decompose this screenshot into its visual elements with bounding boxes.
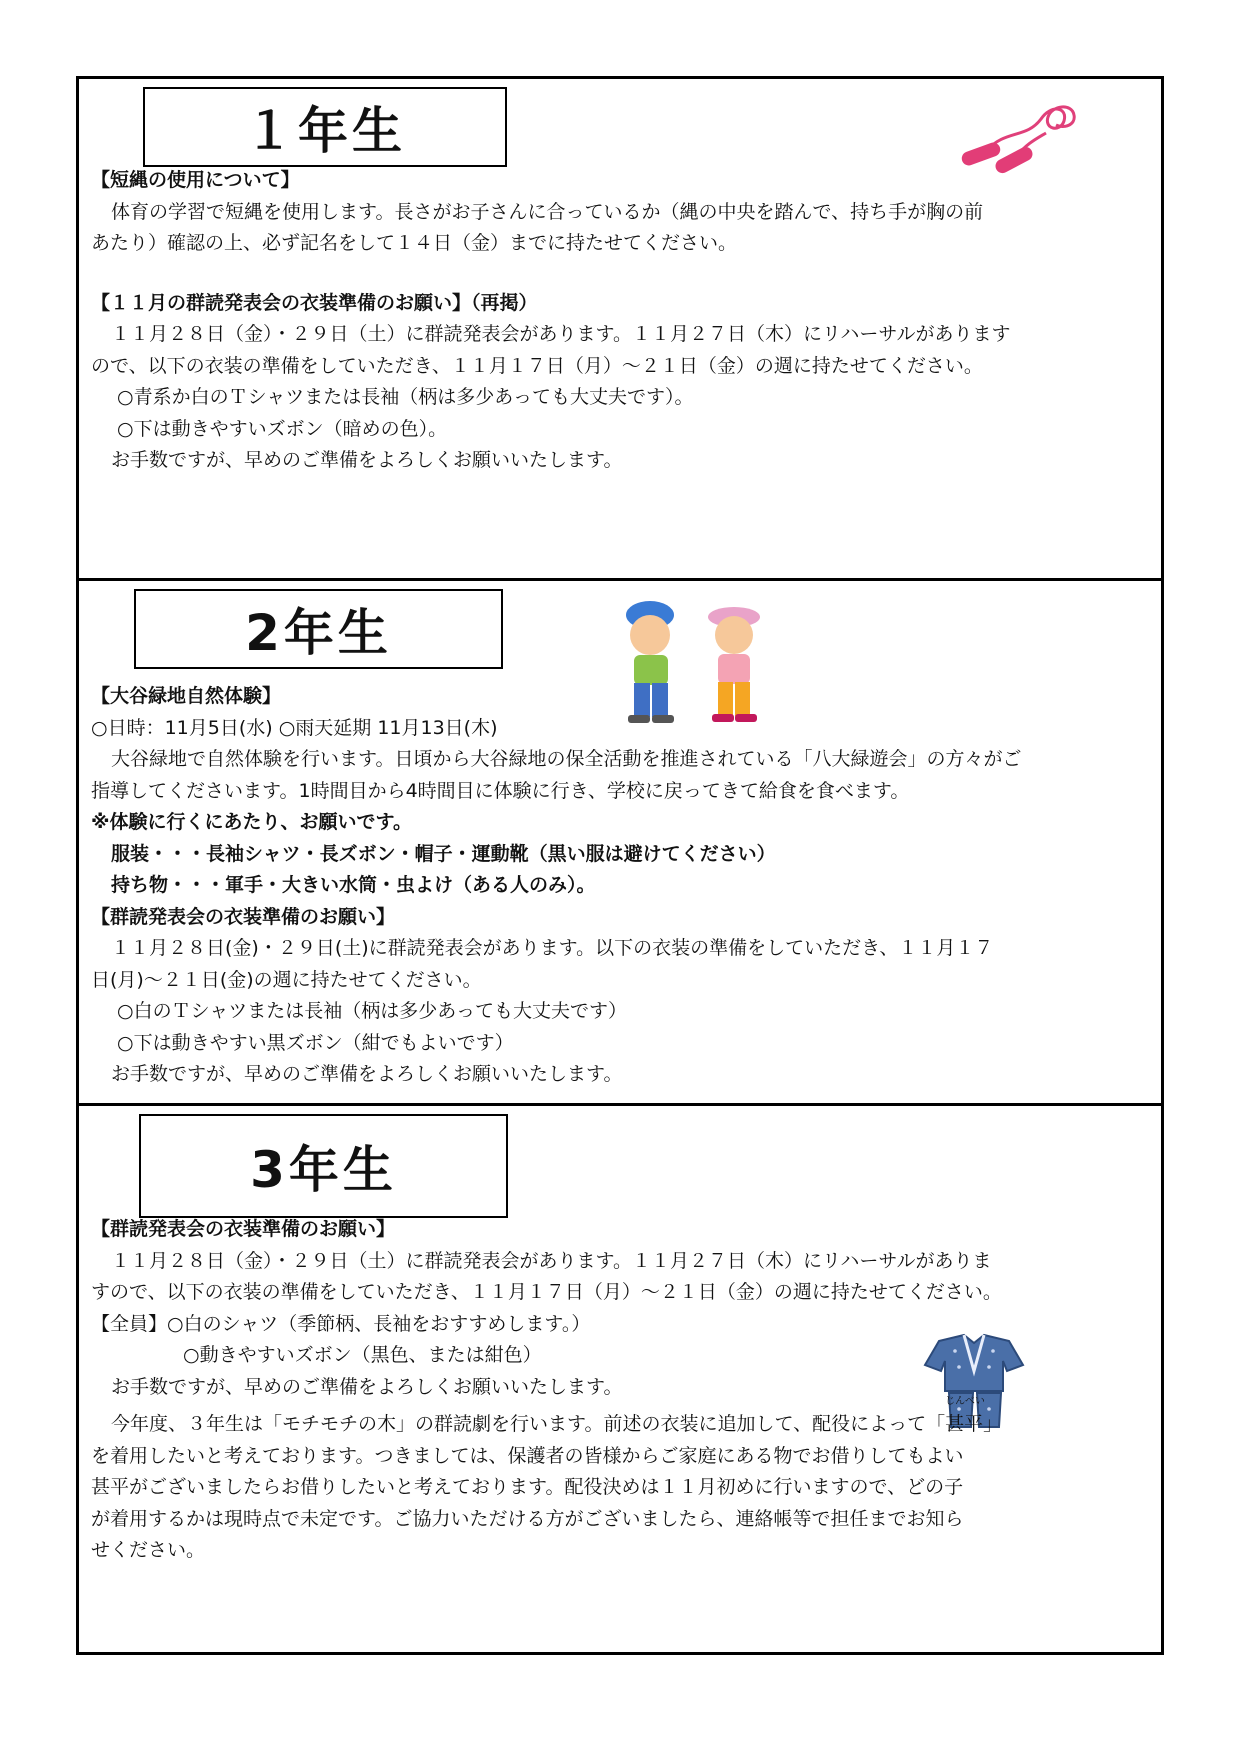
list-item: ○青系か白のＴシャツまたは長袖（柄は多少あっても大丈夫です）。	[117, 386, 694, 408]
paragraph-line: １１月２８日(金)・２９日(土)に群読発表会があります。以下の衣装の準備をしていただき、１１月１７	[111, 937, 994, 959]
paragraph-text: 」	[983, 1413, 1003, 1435]
paragraph-line: 指導してくださいます。1時間目から4時間目に体験に行き、学校に戻ってきて給食を食べます。	[91, 779, 910, 802]
grade3-heading-costume: 【群読発表会の衣装準備のお願い】	[91, 1218, 396, 1240]
paragraph-line: が着用するかは現時点で未定です。ご協力いただける方がございましたら、連絡帳等で担任までお知ら	[91, 1507, 964, 1530]
newsletter-frame	[76, 76, 1164, 1655]
jinbei-ruby	[945, 1396, 985, 1441]
paragraph-line: 日(月)～２１日(金)の週に持たせてください。	[91, 968, 482, 991]
paragraph-line: １１月２８日（金）・２９日（土）に群読発表会があります。１１月２７日（木）にリハーサルがありま	[111, 1249, 992, 1272]
grade1-title: １年生	[143, 87, 507, 167]
grade2-heading-costume: 【群読発表会の衣装準備のお願い】	[91, 905, 396, 928]
paragraph-line: を着用したいと考えております。つきましては、保護者の皆様からご家庭にある物でお借りしてもよい	[91, 1444, 964, 1467]
paragraph-line	[91, 1396, 1153, 1441]
list-item: 【全員】○白のシャツ（季節柄、長袖をおすすめします。）	[91, 1312, 591, 1335]
grade2-heading-nature: 【大谷緑地自然体験】	[91, 685, 282, 707]
paragraph-line: 大谷緑地で自然体験を行います。日頃から大谷緑地の保全活動を推進されている「八大緑遊会」の方々がご	[111, 748, 1022, 770]
paragraph-line: すので、以下の衣装の準備をしていただき、１１月１７日（月）～２１日（金）の週に持たせてください。	[91, 1281, 1002, 1303]
closing-line: お手数ですが、早めのご準備をよろしくお願いいたします。	[111, 1063, 623, 1085]
closing-line: お手数ですが、早めのご準備をよろしくお願いいたします。	[111, 449, 623, 471]
grade3-title: 3年生	[139, 1114, 508, 1218]
ruby-reading: じんべい	[945, 1396, 985, 1407]
grade1-content	[91, 165, 1153, 477]
paragraph-text: 今年度、３年生は「モチモチの木」の群読劇を行います。前述の衣装に追加して、配役によって「	[111, 1413, 946, 1435]
grade1-heading-jumprope: 【短縄の使用について】	[91, 169, 300, 191]
paragraph-line: 体育の学習で短縄を使用します。長さがお子さんに合っているか（縄の中央を踏んで、持ち手が胸の前	[111, 200, 984, 223]
closing-line: お手数ですが、早めのご準備をよろしくお願いいたします。	[111, 1375, 623, 1398]
grade2-section	[79, 581, 1161, 1106]
paragraph-line: せください。	[91, 1539, 206, 1561]
grade3-content	[91, 1214, 1153, 1567]
event-date-line: ○日時：11月5日(水) ○雨天延期 11月13日(木)	[91, 716, 498, 739]
grade3-section	[79, 1106, 1161, 1652]
clothes-line: 服装・・・長袖シャツ・長ズボン・帽子・運動靴（黒い服は避けてください）	[111, 842, 776, 865]
notice-line: ※体験に行くにあたり、お願いです。	[91, 811, 412, 833]
list-item: ○白のＴシャツまたは長袖（柄は多少あっても大丈夫です）	[117, 1000, 628, 1022]
list-item: ○下は動きやすいズボン（暗めの色）。	[117, 417, 448, 440]
grade1-section	[79, 79, 1161, 581]
grade2-title: 2年生	[134, 589, 503, 669]
list-item: ○動きやすいズボン（黒色、または紺色）	[183, 1344, 542, 1366]
paragraph-line: 甚平がございましたらお借りしたいと考えております。配役決めは１１月初めに行いますので、どの子	[91, 1476, 964, 1498]
grade1-heading-costume: 【１１月の群読発表会の衣装準備のお願い】（再掲）	[91, 291, 538, 314]
paragraph-line: あたり）確認の上、必ず記名をして１４日（金）までに持たせてください。	[91, 232, 738, 254]
paragraph-line: ので、以下の衣装の準備をしていただき、１１月１７日（月）～２１日（金）の週に持たせてください。	[91, 354, 983, 377]
paragraph-line: １１月２８日（金）・２９日（土）に群読発表会があります。１１月２７日（木）にリハーサルがあります	[111, 323, 1011, 345]
grade2-content	[91, 681, 1153, 1091]
list-item: ○下は動きやすい黒ズボン（紺でもよいです）	[117, 1031, 514, 1054]
belongings-line: 持ち物・・・軍手・大きい水筒・虫よけ（ある人のみ）。	[111, 874, 596, 896]
ruby-base: 甚平	[945, 1413, 984, 1435]
